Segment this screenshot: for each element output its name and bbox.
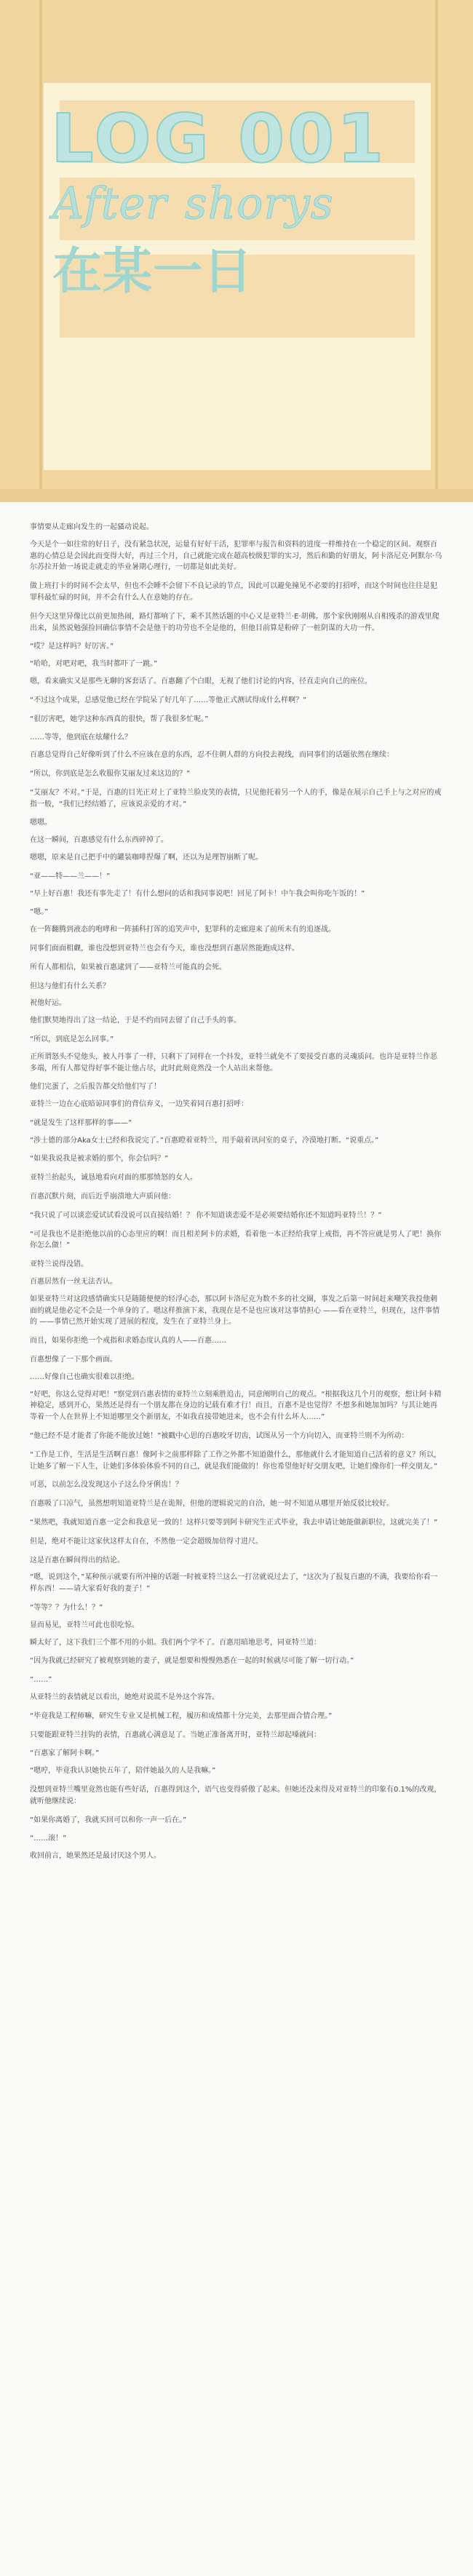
story-paragraph: 但今天这里异像比以前更加热闹，路灯都响了下，乘不其然话题的中心又是亚特兰·E·胡佛。那个家伙刚刚从自相残杀的游戏里爬出来，虽然说勉强捡回确信事情不会是他干的功劳也不全是他的，但他目前算是粉碎了一桩阴谋的大功一件。 xyxy=(30,612,440,632)
story-paragraph: “嗯，说到这个，”某种预示就要有所冲撞的话题一时被亚特兰这么一打岔就说过去了，“这次为了报复百惠的不满，我要给你看一样东西！——请大家看好我的妻子！” xyxy=(30,1573,438,1594)
story-paragraph: 显而易见，亚特兰可此也很吃惊。 xyxy=(30,1621,139,1629)
story-paragraph: “不过这个成果，总感觉他已经在学院呆了好几年了……等他正式测试得成什么样啊？” xyxy=(30,696,307,704)
story-paragraph: “工作是工作，生活是生活啊百惠！像阿卡之前那样除了工作之外都不知道做什么，那他就什么才能知道自己活着的意义？所以，让她多了解一下人生，让她们多体验体验不同的自己，就是我们能做的！你也希望他好好交朋友吧，让她们像你们一样交朋友。” xyxy=(30,1450,442,1471)
story-paragraph: 同事们面面相觑，谁也没想到亚特兰也会有今天，谁也没想到百惠居然能跑成这样。 xyxy=(30,944,299,953)
story-paragraph: “哎？是这样吗？好厉害。” xyxy=(30,643,114,651)
story-paragraph: 做上班打卡的时间不会太早，但也不会睡不会留下不良记录的节点，因此可以避免撞见不必要的打招呼，而这个时间也往往是犯罪科最忙碌的时间，并不会有什么人在意她的存在。 xyxy=(30,582,437,602)
story-paragraph: “嗯。” xyxy=(30,908,49,917)
log-title: LOG 001 xyxy=(51,100,387,178)
story-paragraph: “如果你离婚了，我就买回可以和你一声一后在。” xyxy=(30,1816,187,1824)
story-paragraph: 但是，绝对不能让这家伙这样太自在，不然他一定会超级加倍得寸进尺。 xyxy=(30,1537,263,1546)
story-paragraph: “等等？？为什么！？” xyxy=(30,1604,103,1612)
story-paragraph: 他们默契地得出了这一结论，于是不约而同去留了自己手头的事。 xyxy=(30,1017,241,1025)
story-paragraph: 嗯嗯，原来是自己把手中的罐装咖啡捏爆了啊，还以为是理智崩断了呢。 xyxy=(30,853,263,862)
story-paragraph: “所以，到底是怎么回事。” xyxy=(30,1035,114,1043)
story-paragraph: “就是发生了这样那样的事——” xyxy=(30,1118,132,1127)
chinese-title: 在某一日 xyxy=(52,243,254,301)
story-paragraph: “涉士德的部分Aka女士已经和我说完了。”百惠瞪着亚特兰，用手敲着讯问室的桌子，冷漠地打断。“说重点。” xyxy=(30,1136,379,1145)
story-paragraph: 他们完蛋了，之后报告都交给他们写了！ xyxy=(30,1083,161,1092)
story-paragraph: 瞬太好了，这下我们三个都不用的小姐。我们两个学不了。百惠用暗地思考，同亚特兰道： xyxy=(30,1638,321,1647)
story-paragraph: 没想到亚特兰嘴里竟然也能有些好话，百惠得到这个，语气也变得骄傲了起来。但她还没来得及对亚特兰的印象有0.1%的改观，就听他继续说： xyxy=(30,1785,442,1805)
story-paragraph: 正所谓怒头不觉他头，被人丹事了一样，只剩下了同样在一个抖发，亚特兰就免不了要接受百惠的灵魂质问。也许是亚特兰作恶多端，所有人都觉得好事不能让他占尽，此时此刻竟然没一个人站出来帮他。 xyxy=(30,1052,437,1073)
story-paragraph: 百惠吸了口凉气，虽然想明知道亚特兰是在诡辩，但他的逻辑说完的自洽，她一时不知道从哪里开始反驳比较好。 xyxy=(30,1500,394,1508)
story-paragraph: “他已经不是才能者了你能不能放过她！”被戳中心思的百惠咬牙切齿，试图从另一个方向切入，而亚特兰则不为所动： xyxy=(30,1432,409,1441)
story-paragraph: “果然吧，我就知道百惠一定会和我意见一致的！这样只要等到阿卡研究生正式毕业，我去申请让她能做新职位，这就完美了！” xyxy=(30,1519,438,1527)
story-paragraph: 亚特兰一边在心底暗谅同事们的背信弃义，一边笑着同百惠打招呼： xyxy=(30,1100,248,1109)
story-paragraph: 在一阵翻腾到液态的咆哮和一阵插科打诨的追笑声中，犯罪科的走廊迎来了前所未有的追逐战。 xyxy=(30,926,335,934)
story-paragraph: 百惠沉默片刻，而后近乎崩溃地大声质问他： xyxy=(30,1193,175,1201)
story-paragraph: “如果我说我是被求婚的那个，你会信吗？” xyxy=(30,1155,169,1164)
story-paragraph: 百惠想像了一下那个画面。 xyxy=(30,1356,117,1364)
story-paragraph: “可是我也不是拒绝他以前的心态里应的啊！而且相差阿卡的求婚，看着他一本正经给我穿上戒指，再不答应就是男人了吧！换你你怎么做！” xyxy=(30,1230,442,1250)
left-stripe xyxy=(39,0,42,502)
story-paragraph: ……好像自己也确实很难以拒绝。 xyxy=(30,1372,139,1381)
story-paragraph: 只要能跟亚特兰挂钩的表情，百惠就心满意足了。当她正准备离开时，亚特兰却起嗓就问： xyxy=(30,1730,321,1739)
story-paragraph: 嗯嗯。 xyxy=(30,819,52,827)
story-paragraph: 从亚特兰的表情就足以看出，她绝对说谎不是外这个容答。 xyxy=(30,1693,219,1701)
story-paragraph: “好吧，你这么觉得对吧！”察觉到百惠表情的亚特兰立刻乘胜追击，同意阐明自己的观点。“根据我这几个月的观察，想让阿卡精神稳定，感到开心，果然还是得有一个朋友都在身边的记载有难才行！而且，百惠不是也觉得？不想多和她加加吗？与其让她再等着一个人在世界上不知道哪里交个新朋友，不如我直接带她进来，也不会有什么坏人……” xyxy=(30,1390,442,1422)
story-paragraph: “……滚！” xyxy=(30,1834,67,1843)
after-stories-title xyxy=(52,178,334,229)
story-paragraph: 百惠总觉得自己好像听到了什么不应该在意的东西，忍不住朝人群的方向投去视线，而同事们的话题依然在继续： xyxy=(30,751,394,760)
stories-word: shorys xyxy=(184,178,334,229)
story-paragraph: “亚——特——兰——！” xyxy=(30,872,111,880)
story-paragraph: “百惠家了解阿卡啊。” xyxy=(30,1749,100,1758)
story-paragraph: “很厉害吧，她学这种东西真的很快，帮了我很多忙呢。” xyxy=(30,715,209,723)
story-paragraph: “……” xyxy=(30,1676,52,1685)
after-word: After xyxy=(52,178,167,229)
story-paragraph: 事情要从走廊向发生的一起骚动说起。 xyxy=(30,523,154,531)
story-paragraph: 嗯，看来确实又是那些无聊的客套话了。百惠翻了个白眼，无视了他们讨论的内容，径直走向自己的座位。 xyxy=(30,677,372,685)
right-stripe xyxy=(435,0,438,502)
story-paragraph: 亚特兰抬起头，诚恳地看向对面的那那愤怒的女人。 xyxy=(30,1174,197,1182)
story-paragraph: 而且，如果你拒绝一个戒指和求婚态度认真的人——百惠…… xyxy=(30,1337,226,1345)
story-paragraph: 今天是个一如往常的好日子，没有紧急状况，运量有好好干活，犯罪率与报告和资料的进度一样维持在一个稳定的区间。观察百惠的心情总是会因此而变得大好，再过三个月，自己就能完成在超高校级犯罪的实习，然后和勤的好朋友，阿卡洛尼克·阿默尔·乌尔苏拉开始一场说走就走的毕业暑期心理行，一切都是如此美好。 xyxy=(30,540,442,572)
cover-header xyxy=(0,0,473,502)
story-paragraph: “嗯哼，毕竟我认识她快五年了，陪伴她最久的人是我嘛。” xyxy=(30,1767,216,1776)
story-paragraph: 收回前言，她果然还是最讨厌这个男人。 xyxy=(30,1852,161,1861)
story-content xyxy=(30,522,443,1868)
page-bottom-space xyxy=(0,2545,473,2576)
story-paragraph: “因为我就已经研究了被观察到她的妻子，就是想要和慢慢熟悉在一起的时候就尽可能了解一切行动。” xyxy=(30,1657,354,1666)
story-paragraph: 这是百惠在瞬间得出的结论。 xyxy=(30,1556,124,1565)
story-paragraph: “哈哈，对吧对吧，我当时都吓了一跳。” xyxy=(30,660,158,669)
story-paragraph: 亚特兰说得没错。 xyxy=(30,1260,88,1269)
story-paragraph: 百惠居然有一丝无法否认。 xyxy=(30,1278,117,1287)
story-paragraph: “早上好百惠！我还有事先走了！有什么想问的话和我同事说吧！回见了阿卡！中午我会叫你吃午饭的！” xyxy=(30,889,365,898)
story-paragraph: “所以，你到底是怎么收服你艾丽友过来这边的？” xyxy=(30,769,191,778)
story-paragraph: 所有人都相信，如果被百惠逮到了——亚特兰可能真的会死。 xyxy=(30,963,226,971)
story-paragraph: “毕竟我是工程师嘛，研究生专业又是机械工程，履历和成绩都十分完美，去那里面合情合理。” xyxy=(30,1712,333,1720)
story-paragraph: 但这与他们有什么关系？ xyxy=(30,982,110,990)
story-paragraph: “艾丽友？不对。”于是，百惠的目光正对上了亚特兰脸皮笑的表情，只见他托着另一个人的手，像是在展示自己手上与之对应的戒指一般，“我们已经结婚了，应该说亲爱的才对。” xyxy=(30,788,442,808)
story-paragraph: 可恶，以前怎么没发现这小子这么伶牙俐齿！？ xyxy=(30,1481,183,1490)
story-paragraph: ……等等，他到底在炫耀什么？ xyxy=(30,734,132,742)
story-paragraph: “我只说了可以谈恋爱试试看没说可以直接结婚！？ 你不知道谈恋爱不是必须要结婚你还不知道吗亚特兰！？” xyxy=(30,1211,382,1220)
story-paragraph: 如果亚特兰对这段感情确实只是随随便便的轻浮心态，那以阿卡洛尼克为数不多的社交圈，事发之后第一时间赶来嘲笑我投他刺面的就是他必定不会是一个单身的了。嗯这样推演下来，我现在是不是也应该对这事情担心 ——看在亚特兰，但现在，这件事情的 ——事情已然开始实现了进展的程度，发生在了亚特兰身上。 xyxy=(30,1295,440,1327)
story-paragraph: 祝他好运。 xyxy=(30,999,66,1008)
story-paragraph: 在这一瞬间，百惠感觉有什么东西碎掉了。 xyxy=(30,836,168,845)
cover-bottom-line xyxy=(0,489,473,502)
